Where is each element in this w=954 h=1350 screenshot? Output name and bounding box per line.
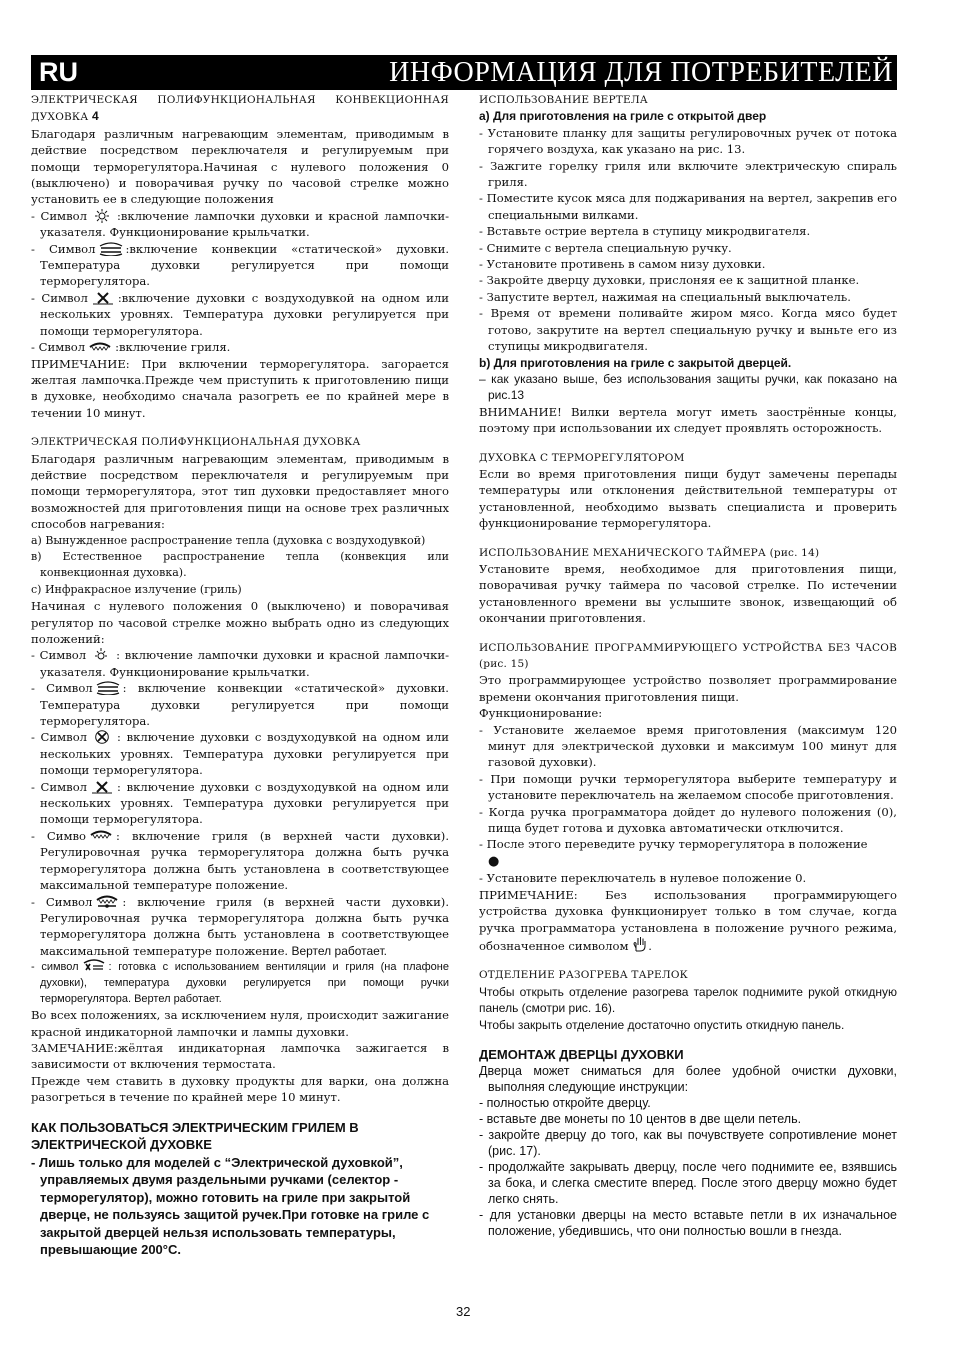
list-item: - После этого переведите ручку терморегулятора в положение ●	[479, 837, 868, 869]
paragraph: Чтобы закрыть отделение достаточно опустить откидную панель.	[479, 1017, 845, 1032]
section-title: ИСПОЛЬЗОВАНИЕ ПРОГРАММИРУЮЩЕГО УСТРОЙСТВА БЕЗ ЧАСОВ (рис. 15)	[479, 641, 897, 670]
paragraph: Функционирование:	[479, 706, 603, 721]
grill-spit-icon	[94, 895, 120, 909]
grill-icon	[88, 829, 114, 843]
list-item: с) Инфракрасное излучение (гриль)	[31, 582, 242, 596]
section-title: ЭЛЕКТРИЧЕСКАЯ ПОЛИФУНКЦИОНАЛЬНАЯ ДУХОВКА	[31, 436, 361, 449]
list-item: - Симво : включение гриля (в верхней части духовки). Регулировочная ручка терморегулятора должна быть ручка терморегулятора должна быть установлена в соответствующее максимальной температуре положение.	[31, 828, 450, 893]
section-heading: ДЕМОНТАЖ ДВЕРЦЫ ДУХОВКИ	[479, 1046, 684, 1062]
right-column	[479, 92, 897, 1239]
list-item: - Символ :включение духовки с воздуходувкой на одном или нескольких уровнях. Температура духовки регулируется при помощи терморегулятора.	[31, 290, 450, 338]
grill-icon	[87, 340, 113, 354]
list-item: - закройте дверцу до того, как вы почувствуете сопротивление монет (рис. 17).	[479, 1128, 897, 1159]
list-item: - Вставьте острие вертела в ступицу микродвигателя.	[479, 224, 811, 239]
list-item: - Символ : включение гриля (в верхней части духовки). Регулировочная ручка терморегулятора должна быть ручка терморегулятора должна быть установлена в соответствующее максимальной температуре положение. Вертел работает.	[31, 894, 450, 958]
paragraph: Благодаря различным нагревающим элементам, приводимым в действие посредством переключателя и регулируемым при помощи терморегулятора, этот тип духовки предоставляет много возможностей для приготовления пищи на основе трех различных способов нагревания:	[31, 451, 449, 532]
paragraph: Это программирующее устройство позволяет программирование времени окончания приготовления пищи.	[479, 673, 897, 704]
page-title: ИНФОРМАЦИЯ ДЛЯ ПОТРЕБИТЕЛЕЙ	[389, 57, 893, 88]
list-item: - Символ : включение духовки с воздуходувкой на одном или нескольких уровнях. Температура духовки регулируется при помощи терморегулятора.	[31, 730, 449, 778]
note: ПРИМЕЧАНИЕ: Без использования программирующего устройства духовка функционирует только в том случае, когда ручка программатора установлена в положение ручного режима, обозначенное символом .	[479, 887, 897, 953]
fan-icon	[89, 780, 115, 794]
list-item: - Запустите вертел, нажимая на специальный выключатель.	[479, 289, 851, 304]
list-item: - Символ : включение конвекции «статической» духовки. Температура духовки регулируется при помощи терморегулятора.	[31, 681, 449, 729]
subheading: b) Для приготовления на гриле с закрытой дверцей.	[479, 355, 792, 370]
paragraph: Установите время, необходимое для приготовления пищи, поворачивая ручку таймера по часовой стрелке. По истечении установленного времени вы услышите звонок, извещающий об окончании приготовления.	[479, 561, 897, 626]
list-item: - Символ :включение гриля.	[31, 340, 231, 355]
page-header	[31, 55, 897, 90]
list-item: - символ : готовка с использованием вентиляции и гриля (на плафоне духовки), температура духовки регулируется при помощи ручки терморегулятора. Вертел работает.	[31, 961, 449, 1006]
warning: ВНИМАНИЕ! Вилки вертела могут иметь заострённые концы, поэтому при использовании их следует проявлять осторожность.	[479, 404, 897, 436]
top-bottom-heat-icon	[95, 681, 121, 695]
list-item: - Поместите кусок мяса для поджаривания на вертел, закрепив его специальными вилками.	[479, 191, 897, 222]
top-bottom-heat-icon	[98, 242, 124, 256]
list-item: - Установите желаемое время приготовления (максимум 120 минут для электрической духовки и максимум 100 минут для газовой духовки).	[479, 722, 897, 770]
list-item: - Зажгите горелку гриля или включите электрическую спираль гриля.	[479, 158, 897, 190]
paragraph: Дверца может сниматься для более удобной очистки духовки, выполняя следующие инструкции:	[479, 1064, 897, 1095]
note: ЗАМЕЧАНИЕ:жёлтая индикаторная лампочка зажигается в зависимости от включения термостата.	[31, 1040, 449, 1072]
list-item: - вставьте две монеты по 10 центов в две щели петель.	[479, 1112, 802, 1127]
list-item: - Закройте дверцу духовки, прислоняя ее к защитной планке.	[479, 273, 860, 288]
paragraph: Чтобы открыть отделение разогрева тарелок поднимите рукой откидную панель (смотри рис. 16).	[479, 984, 897, 1016]
section-title: ЭЛЕКТРИЧЕСКАЯ ПОЛИФУНКЦИОНАЛЬНАЯ КОНВЕКЦИОННАЯ ДУХОВКА 4	[31, 94, 449, 124]
fan-grill-icon	[81, 959, 107, 973]
lamp-icon	[88, 648, 114, 662]
list-item: - Установите планку для защиты регулировочных ручек от потока горячего воздуха, как указано на рис. 13.	[479, 125, 897, 157]
lamp-fan-icon	[89, 209, 115, 223]
paragraph: Во всех положениях, за исключением нуля, происходит зажигание красной индикаторной лампочки и лампы духовки.	[31, 1008, 449, 1039]
fan-circle-icon	[89, 730, 115, 744]
list-item: - Установите переключатель в нулевое положение 0.	[479, 871, 807, 886]
dot-icon: ●	[488, 853, 500, 869]
section-title: ОТДЕЛЕНИЕ РАЗОГРЕВА ТАРЕЛОК	[479, 969, 688, 982]
list-item: а) Вынужденное распространение тепла (духовка с воздуходувкой)	[31, 533, 426, 547]
hand-icon	[632, 936, 648, 952]
paragraph: Если во время приготовления пищи будут замечены перепады температуры или отклонения действительной температуры от установленной, необходимо вызвать специалиста и проверить функционирование терморегулятора.	[479, 466, 897, 531]
list-item: - Символ : включение лампочки духовки и красной лампочки-указателя. Функционирование крыльчатки.	[31, 648, 449, 679]
section-title: ДУХОВКА С ТЕРМОРЕГУЛЯТОРОМ	[479, 451, 685, 464]
list-item: - полностью откройте дверцу.	[479, 1096, 651, 1111]
section-heading: КАК ПОЛЬЗОВАТЬСЯ ЭЛЕКТРИЧЕСКИМ ГРИЛЕМ В ЭЛЕКТРИЧЕСКОЙ ДУХОВКЕ	[31, 1119, 359, 1153]
list-item: - Когда ручка программатора дойдет до нулевого положения (0), пища будет готова и духовка автоматически отключится.	[479, 804, 897, 836]
list-item: - Символ :включение лампочки духовки и красной лампочки-указателя. Функционирование крыльчатки.	[31, 208, 449, 240]
note: ПРИМЕЧАНИЕ: При включении терморегулятора. загорается желтая лампочка.Прежде чем приступить к приготовлению пищи в духовке, необходимо сначала разогреть ее по крайней мере в течении 10 минут.	[31, 356, 449, 420]
list-item: - Установите противень в самом низу духовки.	[479, 257, 766, 272]
subheading: а) Для приготовления на гриле с открытой двер	[479, 109, 767, 124]
paragraph: Благодаря различным нагревающим элементам, приводимым в действие посредством переключателя и регулируемым при помощи терморегулятора.Начиная с нулевого положения 0 (выключено) и поворачивая ручку по часовой стрелке можно установить ее в следующие положения	[31, 126, 449, 207]
list-item: - Символ : включение духовки с воздуходувкой на одном или нескольких уровнях. Температура духовки регулируется при помощи терморегулятора.	[31, 779, 449, 827]
section-title: ИСПОЛЬЗОВАНИЕ ВЕРТЕЛА	[479, 94, 648, 106]
paragraph: Начиная с нулевого положения 0 (выключено) и поворачивая регулятор по часовой стрелке можно выбрать одно из следующих положений:	[31, 599, 449, 646]
section-title: ИСПОЛЬЗОВАНИЕ МЕХАНИЧЕСКОГО ТАЙМЕРА (рис. 14)	[479, 546, 820, 559]
list-item: - Снимите с вертела специальную ручку.	[479, 240, 732, 255]
list-item: - Время от времени поливайте жиром мясо. Когда мясо будет готово, закрутите на вертел специальную ручку и выньте его из ступицы микродвигателя.	[479, 306, 897, 354]
paragraph: Прежде чем ставить в духовку продукты для варки, она должна разогреться в течение по крайней мере 10 минут.	[31, 1073, 449, 1105]
list-item: - продолжайте закрывать дверцу, после чего поднимите ее, взявшись за бока, и слегка сместите вперед. После этого дверцу можно будет легко снять.	[479, 1160, 897, 1207]
list-item: - для установки дверцы на место вставьте петли в их изначальное положение, убедившись, что они полностью вошли в гнезда.	[479, 1208, 897, 1239]
language-code: RU	[39, 57, 78, 87]
list-item: в) Естественное распространение тепла (конвекция или конвекционная духовка).	[31, 549, 449, 580]
fan-icon	[90, 291, 116, 305]
list-item: - Символ :включение конвекции «статической» духовки. Температура духовки регулируется при помощи терморегулятора.	[31, 241, 450, 289]
list-item: - При помощи ручки терморегулятора выберите температуру и установите переключатель на желаемом способе приготовления.	[479, 771, 897, 803]
paragraph: - Лишь только для моделей с “Электрической духовкой”, управляемых двумя раздельными ручками (селектор - терморегулятор), можно готовить на гриле при закрытой дверце, не пользуясь защитой ручек.При готовке на гриле с закрытой дверцей нельзя использовать температуры, превышающие 200°C.	[31, 1154, 430, 1258]
page-number: 32	[456, 1304, 471, 1319]
list-item: – как указано выше, без использования защиты ручки, как показано на рис.13	[479, 371, 897, 403]
left-column	[31, 92, 449, 1259]
